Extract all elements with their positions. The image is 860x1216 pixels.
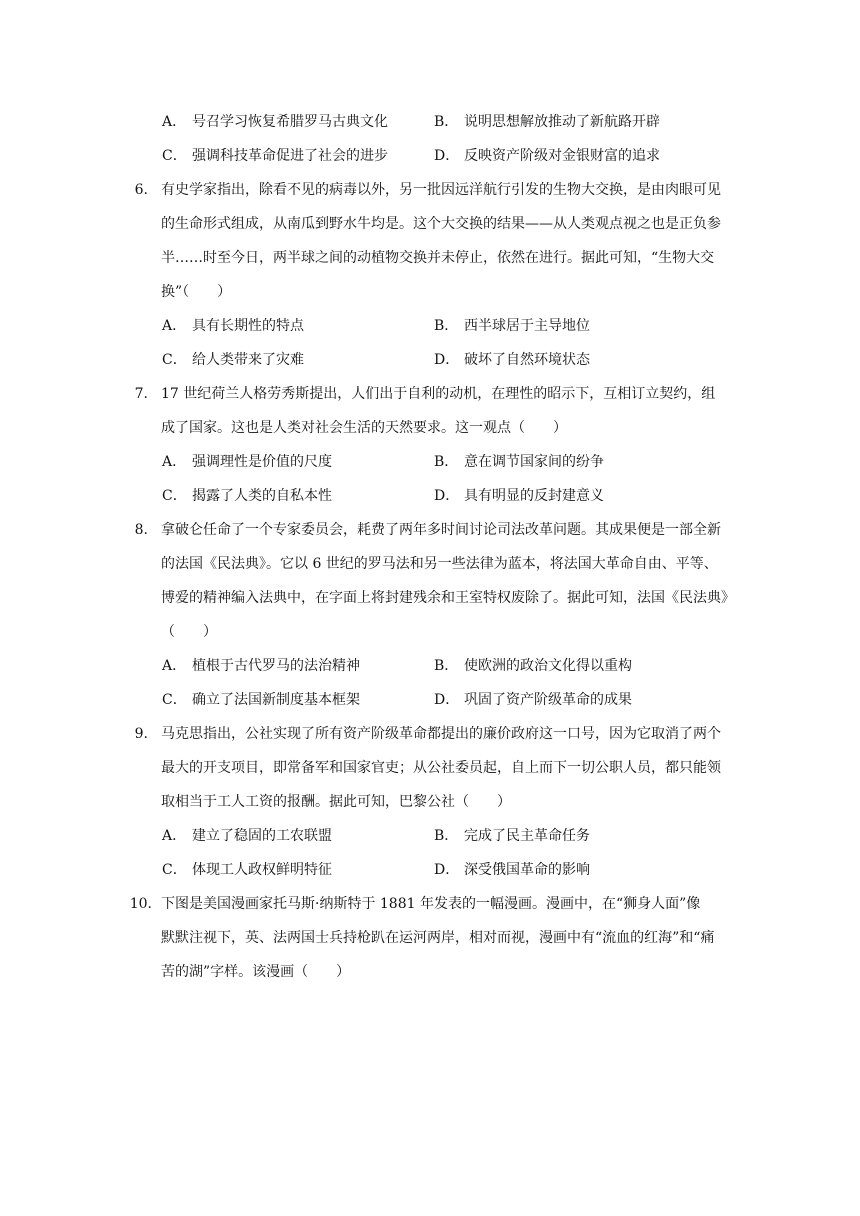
- q9-option-c: C． 体现工人政权鲜明特征: [162, 862, 332, 878]
- q8-option-d: D． 巩固了资产阶级革命的成果: [434, 692, 632, 708]
- q9-number: 9.: [134, 726, 148, 742]
- q5-option-c: C． 强调科技革命促进了社会的进步: [162, 148, 388, 164]
- q7-number: 7.: [134, 386, 148, 402]
- q9-stem-line: 取相当于工人工资的报酬。据此可知，巴黎公社（ ）: [161, 794, 511, 810]
- q6-stem-line: 半……时至今日，两半球之间的动植物交换并未停止，依然在进行。据此可知，“生物大交: [161, 250, 715, 266]
- q8-stem-line: 博爱的精神编入法典中，在字面上将封建残余和王室特权废除了。据此可知，法国《民法典》: [161, 590, 735, 606]
- q6-number: 6.: [134, 182, 148, 198]
- q8-option-b: B． 使欧洲的政治文化得以重构: [434, 658, 632, 674]
- q8-stem-line: 的法国《民法典》。它以 6 世纪的罗马法和另一些法律为蓝本，将法国大革命自由、平等、: [161, 556, 718, 572]
- q10-stem-line: 默默注视下，英、法两国士兵持枪趴在运河两岸，相对而视，漫画中有“流血的红海”和“痛: [161, 930, 715, 946]
- q9-stem-line: 马克思指出，公社实现了所有资产阶级革命都提出的廉价政府这一口号，因为它取消了两个: [161, 726, 721, 742]
- q10-stem-line: 下图是美国漫画家托马斯·纳斯特于 1881 年发表的一幅漫画。漫画中，在“狮身人面”像: [161, 896, 701, 912]
- q7-stem-line: 成了国家。这也是人类对社会生活的天然要求。这一观点（ ）: [161, 420, 567, 436]
- q8-option-a: A． 植根于古代罗马的法治精神: [162, 658, 360, 674]
- q6-option-d: D． 破坏了自然环境状态: [434, 352, 590, 368]
- q7-option-a: A． 强调理性是价值的尺度: [162, 454, 332, 470]
- q8-option-c: C． 确立了法国新制度基本框架: [162, 692, 360, 708]
- q8-stem-line: 拿破仑任命了一个专家委员会，耗费了两年多时间讨论司法改革问题。其成果便是一部全新: [161, 522, 721, 538]
- q6-option-c: C． 给人类带来了灾难: [162, 352, 304, 368]
- q6-stem-line: 有史学家指出，除看不见的病毒以外，另一批因远洋航行引发的生物大交换，是由肉眼可见: [161, 182, 721, 198]
- q5-option-a: A． 号召学习恢复希腊罗马古典文化: [162, 114, 388, 130]
- q7-option-c: C． 揭露了人类的自私本性: [162, 488, 332, 504]
- q6-stem-line: 换”（ ）: [161, 284, 232, 300]
- q10-number: 10.: [129, 896, 152, 912]
- q10-stem-line: 苦的湖”字样。该漫画（ ）: [161, 964, 351, 980]
- q5-option-d: D． 反映资产阶级对金银财富的追求: [434, 148, 660, 164]
- q7-option-d: D． 具有明显的反封建意义: [434, 488, 604, 504]
- q9-option-b: B． 完成了民主革命任务: [434, 828, 590, 844]
- q9-option-d: D． 深受俄国革命的影响: [434, 862, 590, 878]
- q5-option-b: B． 说明思想解放推动了新航路开辟: [434, 114, 660, 130]
- q9-option-a: A． 建立了稳固的工农联盟: [162, 828, 332, 844]
- q6-option-a: A． 具有长期性的特点: [162, 318, 304, 334]
- q8-stem-line: （ ）: [161, 624, 217, 640]
- q8-number: 8.: [134, 522, 148, 538]
- q6-stem-line: 的生命形式组成，从南瓜到野水牛均是。这个大交换的结果——从人类观点视之也是正负参: [161, 216, 721, 232]
- q6-option-b: B． 西半球居于主导地位: [434, 318, 590, 334]
- q7-stem-line: 17 世纪荷兰人格劳秀斯提出，人们出于自利的动机，在理性的昭示下，互相订立契约，组: [161, 386, 716, 402]
- q7-option-b: B． 意在调节国家间的纷争: [434, 454, 604, 470]
- q9-stem-line: 最大的开支项目，即常备军和国家官吏；从公社委员起，自上而下一切公职人员，都只能领: [161, 760, 721, 776]
